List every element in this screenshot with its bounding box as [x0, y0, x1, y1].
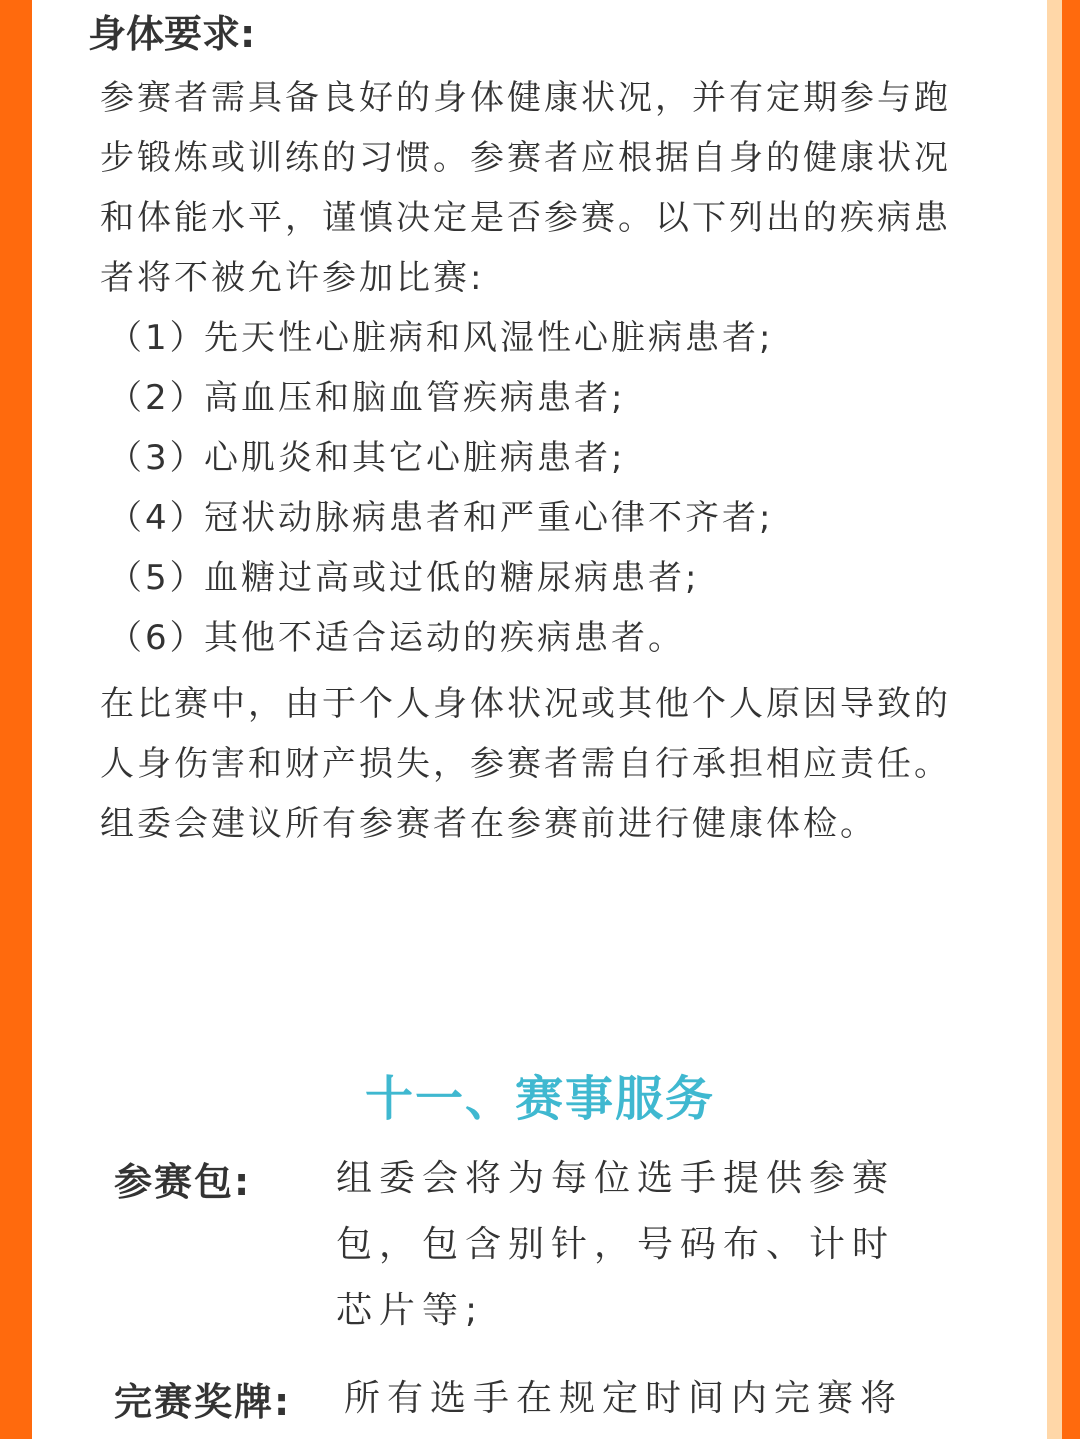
list-item [108, 308, 773, 368]
left-orange-border [0, 0, 32, 1439]
list-item-number: （3） [108, 438, 207, 478]
list-item [108, 548, 773, 608]
list-item-text: 其他不适合运动的疾病患者。 [204, 618, 685, 658]
list-item-text: 冠状动脉病患者和严重心律不齐者; [204, 498, 774, 538]
list-item-number: （1） [108, 318, 207, 358]
list-item-number: （6） [108, 618, 207, 658]
list-item-number: （4） [108, 498, 207, 538]
list-item [108, 368, 773, 428]
list-item [108, 428, 773, 488]
list-item [108, 608, 773, 668]
right-light-border [1047, 0, 1062, 1439]
list-item-text: 心肌炎和其它心脏病患者; [204, 438, 626, 478]
race-pack-description: 组委会将为每位选手提供参赛包，包含别针，号码布、计时芯片等; [336, 1158, 896, 1331]
liability-paragraph: 在比赛中，由于个人身体状况或其他个人原因导致的人身伤害和财产损失，参赛者需自行承担相应责任。组委会建议所有参赛者在参赛前进行健康体检。 [100, 684, 951, 844]
body-requirements-heading: 身体要求: [88, 12, 256, 56]
race-services-title: 十一、赛事服务 [364, 1071, 715, 1127]
right-orange-border [1062, 0, 1080, 1439]
finisher-medal-label: 完赛奖牌: [114, 1380, 292, 1424]
list-item [108, 488, 773, 548]
list-item-text: 高血压和脑血管疾病患者; [204, 378, 626, 418]
list-item-number: （5） [108, 558, 207, 598]
race-pack-label: 参赛包: [114, 1160, 252, 1204]
list-item-number: （2） [108, 378, 207, 418]
body-requirements-intro: 参赛者需具备良好的身体健康状况，并有定期参与跑步锻炼或训练的习惯。参赛者应根据自身的健康状况和体能水平，谨慎决定是否参赛。以下列出的疾病患者将不被允许参加比赛: [100, 78, 951, 298]
prohibited-conditions-list [108, 308, 773, 668]
list-item-text: 血糖过高或过低的糖尿病患者; [204, 558, 700, 598]
finisher-medal-description: 所有选手在规定时间内完赛将 [344, 1378, 904, 1419]
list-item-text: 先天性心脏病和风湿性心脏病患者; [204, 318, 774, 358]
